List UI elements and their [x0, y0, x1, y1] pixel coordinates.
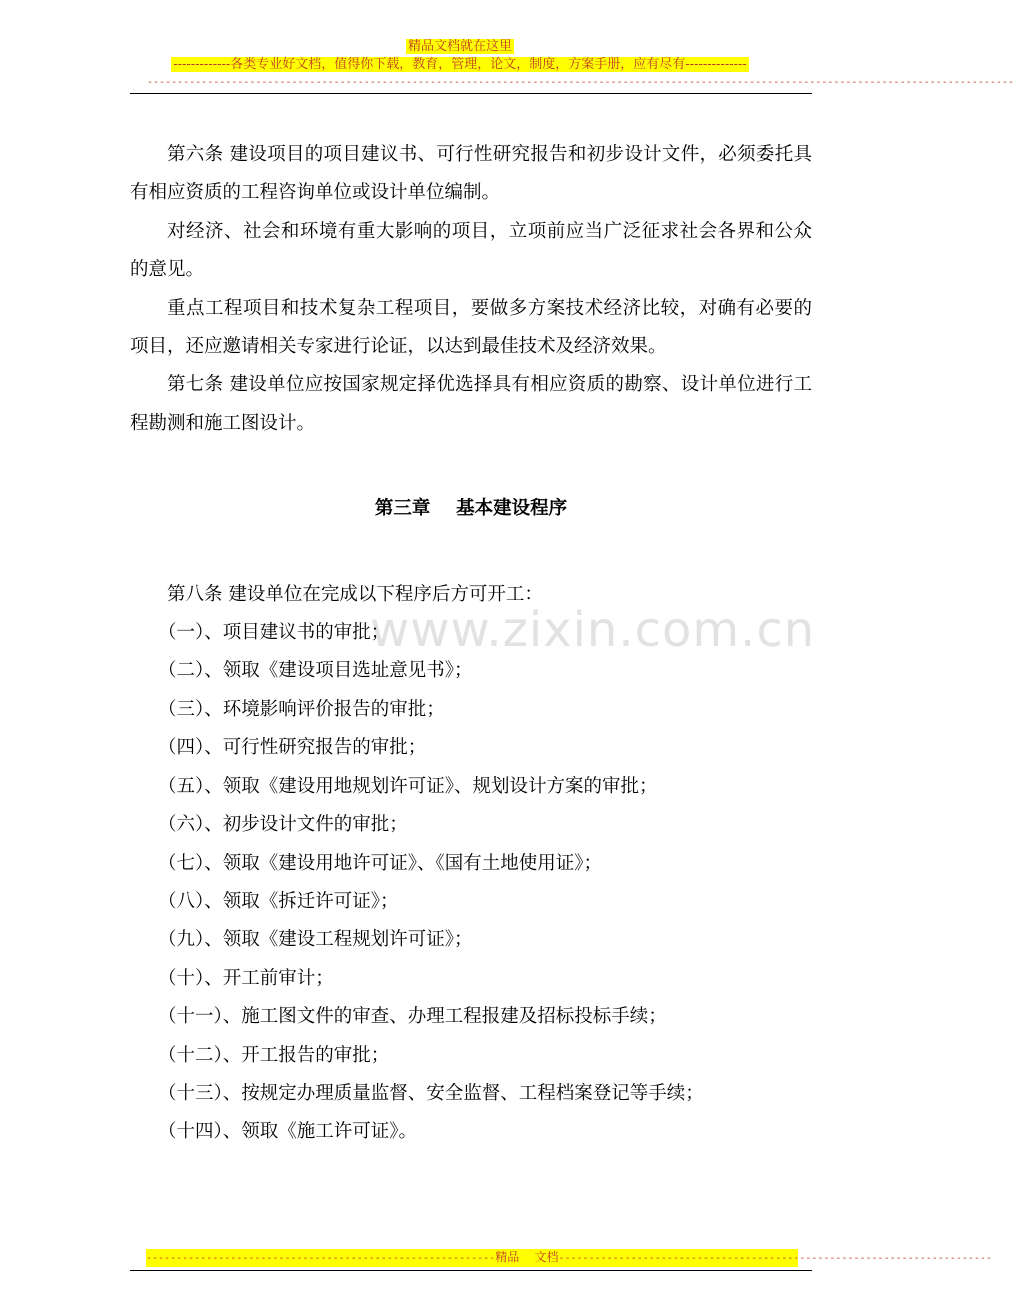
list-item: （八）、领取《拆迁许可证》；: [158, 890, 399, 912]
list-item: （四）、可行性研究报告的审批；: [158, 737, 427, 759]
header-divider: [130, 93, 812, 94]
footer-right-dashes: ------------------------------------------------------------------------: [558, 1253, 992, 1264]
header-title-text: 精品文档就在这里: [407, 39, 512, 54]
chapter-title: 第三章 基本建设程序: [374, 498, 568, 520]
footer-banner: [146, 1249, 992, 1267]
list-item: （七）、领取《建设用地许可证》、《国有土地使用证》；: [158, 852, 603, 874]
footer-divider: [130, 1270, 812, 1271]
paragraph-public-opinion: 对经济、社会和环境有重大影响的项目，立项前应当广泛征求社会各界和公众的意见。: [130, 220, 812, 281]
header-subtitle-text: -------------各类专业好文档，值得你下载，教育，管理，论文，制度，方案手册，应有尽有--------------: [173, 57, 747, 72]
list-item: （一）、项目建议书的审批；: [158, 622, 390, 644]
paragraph-article-8: 第八条 建设单位在完成以下程序后方可开工：: [167, 583, 543, 605]
document-body: [130, 136, 812, 1152]
paragraph-article-6: 第六条 建设项目的项目建议书、可行性研究报告和初步设计文件，必须委托具有相应资质的工程咨询单位或设计单位编制。: [130, 144, 812, 204]
list-item: （十三）、按规定办理质量监督、安全监督、工程档案登记等手续；: [158, 1082, 704, 1104]
list-item: （十一）、施工图文件的审查、办理工程报建及招标投标手续；: [158, 1006, 667, 1028]
list-item: （十）、开工前审计；: [158, 967, 334, 989]
list-item: （三）、环境影响评价报告的审批；: [158, 698, 445, 720]
list-item: （六）、初步设计文件的审批；: [158, 814, 408, 836]
list-item: （九）、领取《建设工程规划许可证》；: [158, 929, 473, 951]
list-item: （十四）、领取《施工许可证》。: [158, 1121, 418, 1143]
watermark: www.zixin.com.cn: [370, 602, 816, 658]
header-banner-subtitle: [0, 57, 920, 73]
list-item: （二）、领取《建设项目选址意见书》；: [158, 660, 473, 682]
header-dash-line: ------------------------------------------------------------------------------------------------------------------------------------------------: [147, 77, 1014, 88]
header-banner-title: [0, 39, 920, 55]
footer-left-dashes: ----------------------------------------------------------: [146, 1253, 496, 1264]
paragraph-article-7: 第七条 建设单位应按国家规定择优选择具有相应资质的勘察、设计单位进行工程勘测和施工图设计。: [130, 374, 812, 434]
paragraph-key-projects: 重点工程项目和技术复杂工程项目，要做多方案技术经济比较，对确有必要的项目，还应邀请相关专家进行论证，以达到最佳技术及经济效果。: [130, 297, 812, 358]
list-item: （五）、领取《建设用地规划许可证》、规划设计方案的审批；: [158, 775, 658, 797]
footer-label: 精品 文档: [495, 1250, 559, 1264]
list-item: （十二）、开工报告的审批；: [158, 1044, 390, 1066]
